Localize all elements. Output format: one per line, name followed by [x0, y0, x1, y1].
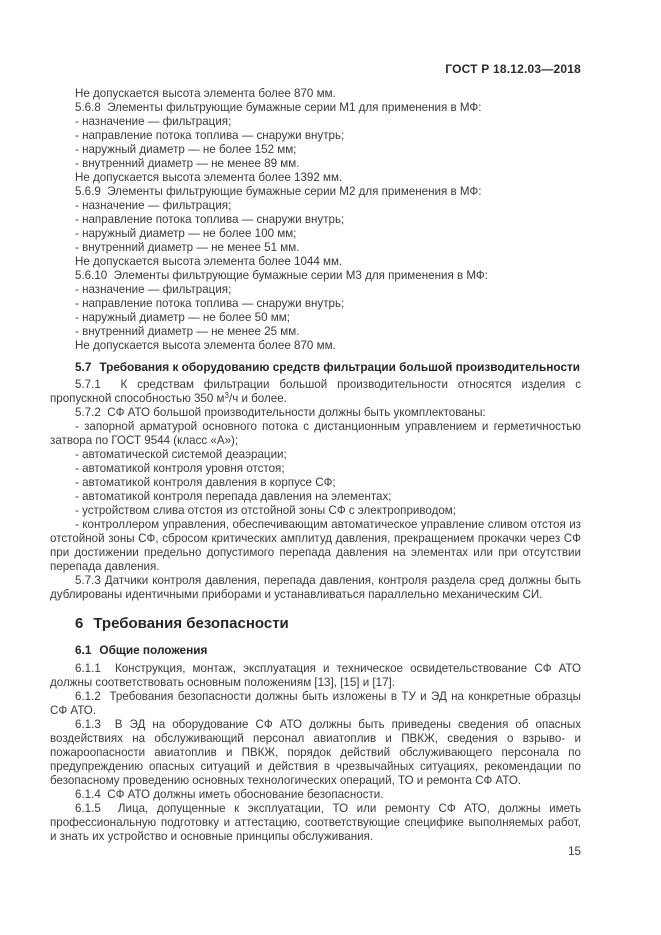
clause-5-6-10: 5.6.10 Элементы фильтрующие бумажные серии М3 для применения в МФ:: [75, 269, 488, 282]
list-item: - автоматикой контроля уровня отстоя;: [75, 462, 285, 475]
section-number: 6: [75, 615, 84, 632]
list-item: - направление потока топлива — снаружи внутрь;: [75, 129, 345, 142]
clause-6-1-1: 6.1.1 Конструкция, монтаж, эксплуатация и техническое освидетельствование СФ АТО должны соответствовать основным положениям [13], [15] и [17].: [50, 662, 581, 689]
list-item: - внутренний диаметр — не менее 25 мм.: [75, 325, 300, 338]
list-item: - автоматикой контроля перепада давления на элементах;: [75, 490, 392, 503]
document-body: [50, 87, 581, 844]
section-number: 5.7: [75, 360, 92, 374]
clause-5-6-9: 5.6.9 Элементы фильтрующие бумажные серии М2 для применения в МФ:: [75, 185, 482, 198]
page-number: 15: [568, 845, 581, 858]
clause-note-height: Не допускается высота элемента более 1392 мм.: [75, 171, 343, 184]
clause-6-1-4: 6.1.4 СФ АТО должны иметь обоснование безопасности.: [75, 788, 384, 801]
clause-5-7-2: 5.7.2 СФ АТО большой производительности должны быть укомплектованы:: [75, 406, 486, 419]
document-code-header: ГОСТ Р 18.12.03—2018: [445, 62, 581, 76]
clause-6-1-2: 6.1.2 Требования безопасности должны быть изложены в ТУ и ЭД на конкретные образцы СФ АТО.: [50, 690, 581, 717]
list-item: - контроллером управления, обеспечивающим автоматическое управление сливом отстоя из отстойной зоны СФ, сбросом критических амплитуд давления, прекращением прокачки через СФ при достижении предельно допустимого перепада давления на элементах или при отсутствии перепада давления.: [50, 518, 581, 573]
list-item: - назначение — фильтрация;: [75, 199, 232, 212]
list-item: - направление потока топлива — снаружи внутрь;: [75, 213, 345, 226]
list-item: - наружный диаметр — не более 50 мм;: [75, 311, 290, 324]
list-item: - автоматикой контроля давления в корпусе СФ;: [75, 476, 336, 489]
list-item: - внутренний диаметр — не менее 51 мм.: [75, 241, 300, 254]
list-item: - наружный диаметр — не более 100 мм;: [75, 227, 297, 240]
clause-note-height: Не допускается высота элемента более 870 мм.: [75, 87, 336, 100]
clause-text: 5.7.1 К средствам фильтрации большой производительности относятся изделия с пропускной способностью 350 м: [50, 378, 581, 405]
list-item: - назначение — фильтрация;: [75, 283, 232, 296]
clause-5-7-1: [50, 378, 581, 406]
list-item: - автоматической системой деаэрации;: [75, 448, 287, 461]
section-title: Требования к оборудованию средств фильтрации большой производительности: [99, 360, 581, 374]
clause-note-height: Не допускается высота элемента более 1044 мм.: [75, 255, 343, 268]
clause-5-6-8: 5.6.8 Элементы фильтрующие бумажные серии М1 для применения в МФ:: [75, 101, 482, 114]
section-title: Требования безопасности: [93, 615, 289, 632]
clause-text: /ч и более.: [228, 392, 287, 405]
list-item: - запорной арматурой основного потока с дистанционным управлением и герметичностью затвора по ГОСТ 9544 (класс «А»);: [50, 420, 581, 447]
section-heading-6: [50, 614, 581, 633]
superscript-3: 3: [224, 391, 229, 400]
section-title: Общие положения: [99, 643, 208, 657]
section-heading-5-7: [50, 360, 581, 374]
clause-note-height: Не допускается высота элемента более 870 мм.: [75, 339, 336, 352]
clause-6-1-5: 6.1.5 Лица, допущенные к эксплуатации, ТО или ремонту СФ АТО, должны иметь профессиональную подготовку и аттестацию, соответствующие специфике выполняемых работ, и знать их устройство и основные принципы обслуживания.: [50, 802, 581, 843]
list-item: - внутренний диаметр — не менее 89 мм.: [75, 157, 300, 170]
list-item: - направление потока топлива — снаружи внутрь;: [75, 297, 345, 310]
list-item: - наружный диаметр — не более 152 мм;: [75, 143, 297, 156]
list-item: - назначение — фильтрация;: [75, 115, 232, 128]
list-item: - устройством слива отстоя из отстойной зоны СФ с электроприводом;: [75, 504, 456, 517]
section-number: 6.1: [75, 643, 92, 657]
clause-6-1-3: 6.1.3 В ЭД на оборудование СФ АТО должны быть приведены сведения об опасных воздействиях на обслуживающий персонал авиатоплив и ПВКЖ, сведения о взрыво- и пожароопасности авиатоплив и ПВКЖ, порядок действий обслуживающего персонала по предупреждению опасных ситуаций и действия в чрезвычайных ситуациях, рекомендации по безопасному проведению основных технологических операций, ТО и ремонта СФ АТО.: [50, 718, 581, 787]
clause-5-7-3: 5.7.3 Датчики контроля давления, перепада давления, контроля раздела сред должны быть дублированы идентичными приборами и устанавливаться параллельно механическим СИ.: [50, 574, 581, 601]
section-heading-6-1: [50, 643, 581, 657]
